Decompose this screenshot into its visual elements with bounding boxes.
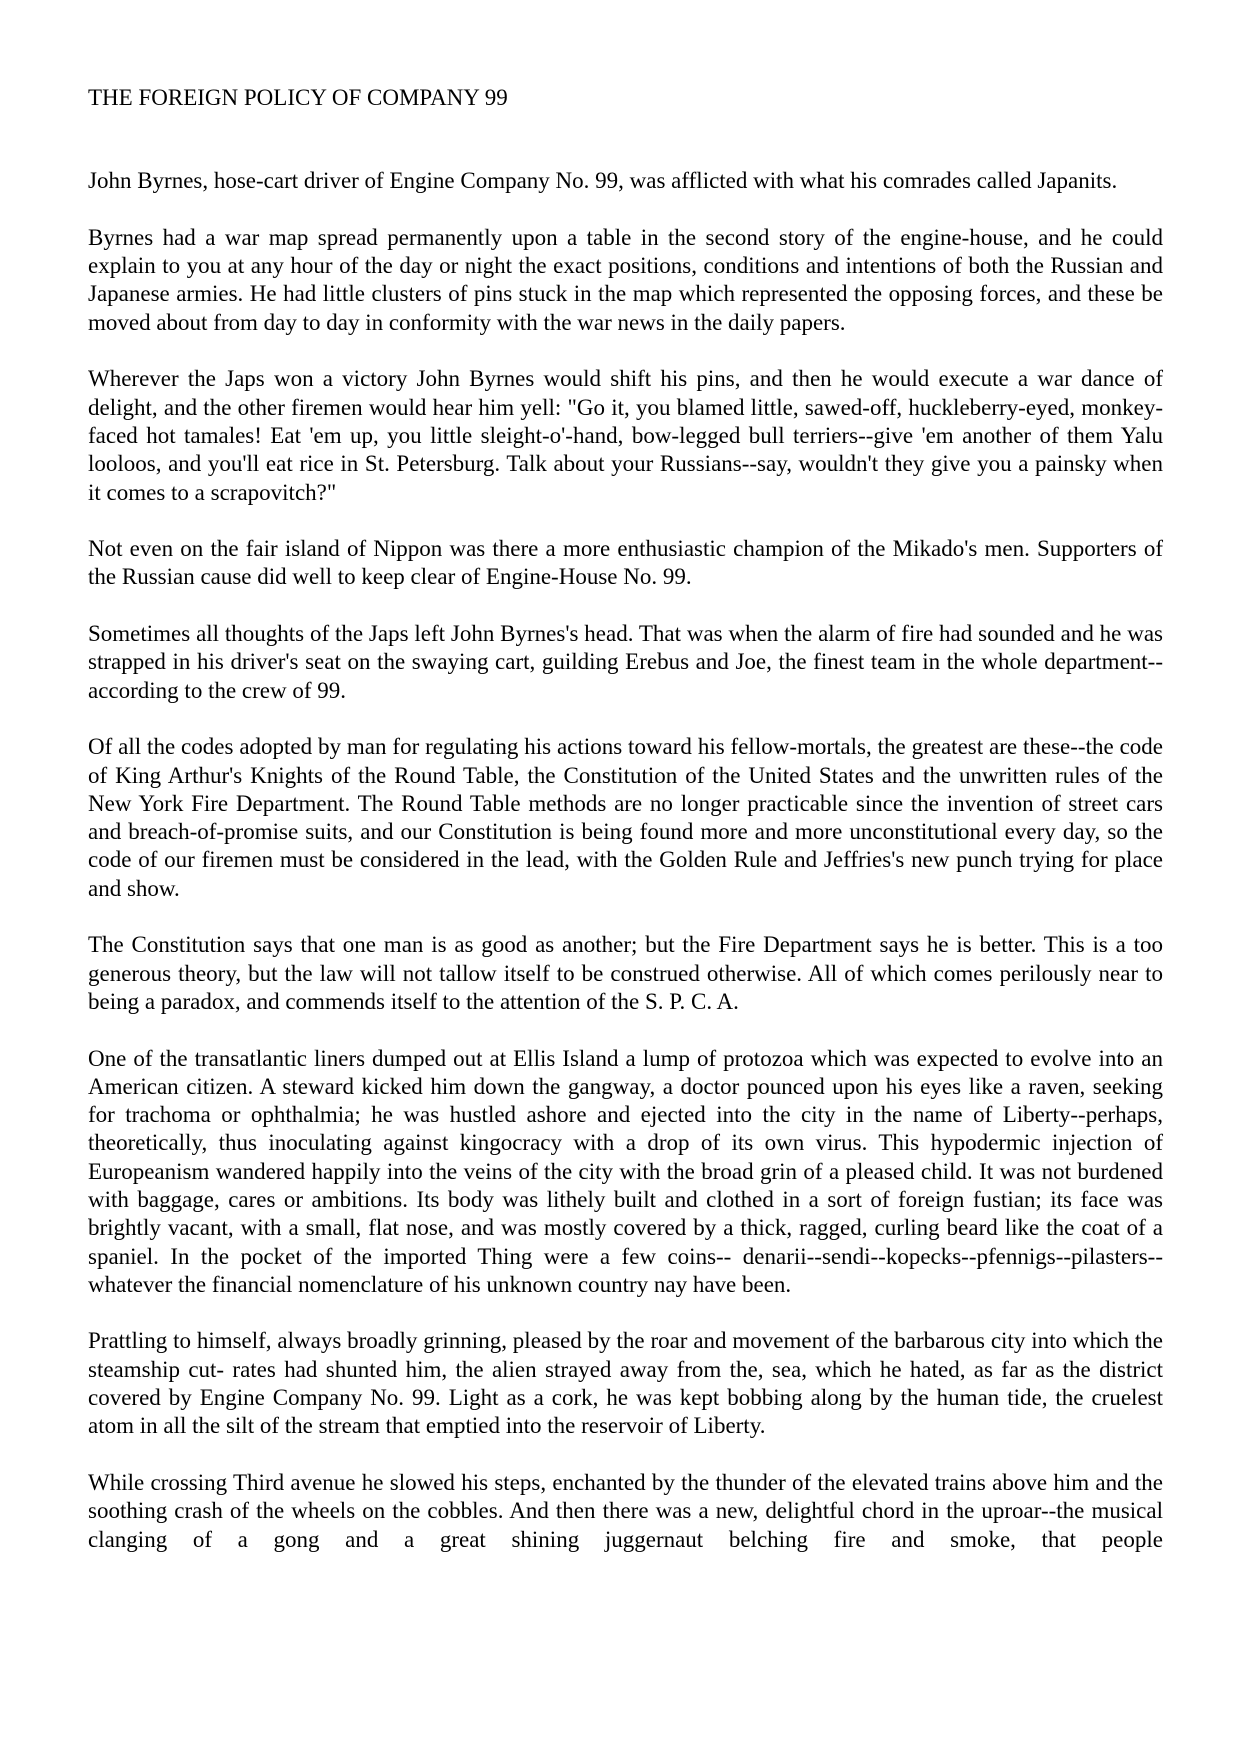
paragraph: The Constitution says that one man is as good as another; but the Fire Department says he is better. This is a too generous theory, but the law will not tallow itself to be construed otherwise. All of which comes perilously near to being a paradox, and commends itself to the attention of the S. P. C. A. [88,932,1163,1014]
document-title: THE FOREIGN POLICY OF COMPANY 99 [88,85,508,110]
paragraph: Not even on the fair island of Nippon was there a more enthusiastic champion of the Mikado's men. Supporters of the Russian cause did well to keep clear of Engine-House No. 99. [88,536,1163,590]
paragraph: Wherever the Japs won a victory John Byrnes would shift his pins, and then he would execute a war dance of delight, and the other firemen would hear him yell: "Go it, you blamed little, sawed-off, huckleberry-eyed, monkey-faced hot tamales! Eat 'em up, you little sleight-o'-hand, bow-legged bull terriers--give 'em another of them Yalu looloos, and you'll eat rice in St. Petersburg. Talk about your Russians--say, wouldn't they give you a painsky when it comes to a scrapovitch?" [88,366,1163,505]
paragraph: One of the transatlantic liners dumped out at Ellis Island a lump of protozoa which was expected to evolve into an American citizen. A steward kicked him down the gangway, a doctor pounced upon his eyes like a raven, seeking for trachoma or ophthalmia; he was hustled ashore and ejected into the city in the name of Liberty--perhaps, theoretically, thus inoculating against kingocracy with a drop of its own virus. This hypodermic injection of Europeanism wandered happily into the veins of the city with the broad grin of a pleased child. It was not burdened with baggage, cares or ambitions. Its body was lithely built and clothed in a sort of foreign fustian; its face was brightly vacant, with a small, flat nose, and was mostly covered by a thick, ragged, curling beard like the coat of a spaniel. In the pocket of the imported Thing were a few coins-- denarii--sendi--kopecks--pfennigs--pilasters--whatever the financial nomenclature of his unknown country nay have been. [88,1045,1163,1297]
paragraph: Byrnes had a war map spread permanently upon a table in the second story of the engine-house, and he could explain to you at any hour of the day or night the exact positions, conditions and intentions of both the Russian and Japanese armies. He had little clusters of pins stuck in the map which represented the opposing forces, and these be moved about from day to day in conformity with the war news in the daily papers. [88,224,1163,335]
paragraph: Of all the codes adopted by man for regulating his actions toward his fellow-mortals, the greatest are these--the code of King Arthur's Knights of the Round Table, the Constitution of the United States and the unwritten rules of the New York Fire Department. The Round Table methods are no longer practicable since the invention of street cars and breach-of-promise suits, and our Constitution is being found more and more unconstitutional every day, so the code of our firemen must be considered in the lead, with the Golden Rule and Jeffries's new punch trying for place and show. [88,734,1163,901]
paragraph: Prattling to himself, always broadly grinning, pleased by the roar and movement of the barbarous city into which the steamship cut- rates had shunted him, the alien strayed away from the, sea, which he hated, as far as the district covered by Engine Company No. 99. Light as a cork, he was kept bobbing along by the human tide, the cruelest atom in all the silt of the stream that emptied into the reservoir of Liberty. [88,1328,1163,1439]
paragraph: John Byrnes, hose-cart driver of Engine Company No. 99, was afflicted with what his comrades called Japanits. [88,168,1118,194]
paragraph: Sometimes all thoughts of the Japs left John Byrnes's head. That was when the alarm of fire had sounded and he was strapped in his driver's seat on the swaying cart, guilding Erebus and Joe, the finest team in the whole department--according to the crew of 99. [88,621,1163,703]
document-page [88,84,1163,1582]
paragraph: While crossing Third avenue he slowed his steps, enchanted by the thunder of the elevated trains above him and the soothing crash of the wheels on the cobbles. And then there was a new, delightful chord in the uproar--the musical clanging of a gong and a great shining juggernaut belching fire and smoke, that people [88,1469,1163,1552]
